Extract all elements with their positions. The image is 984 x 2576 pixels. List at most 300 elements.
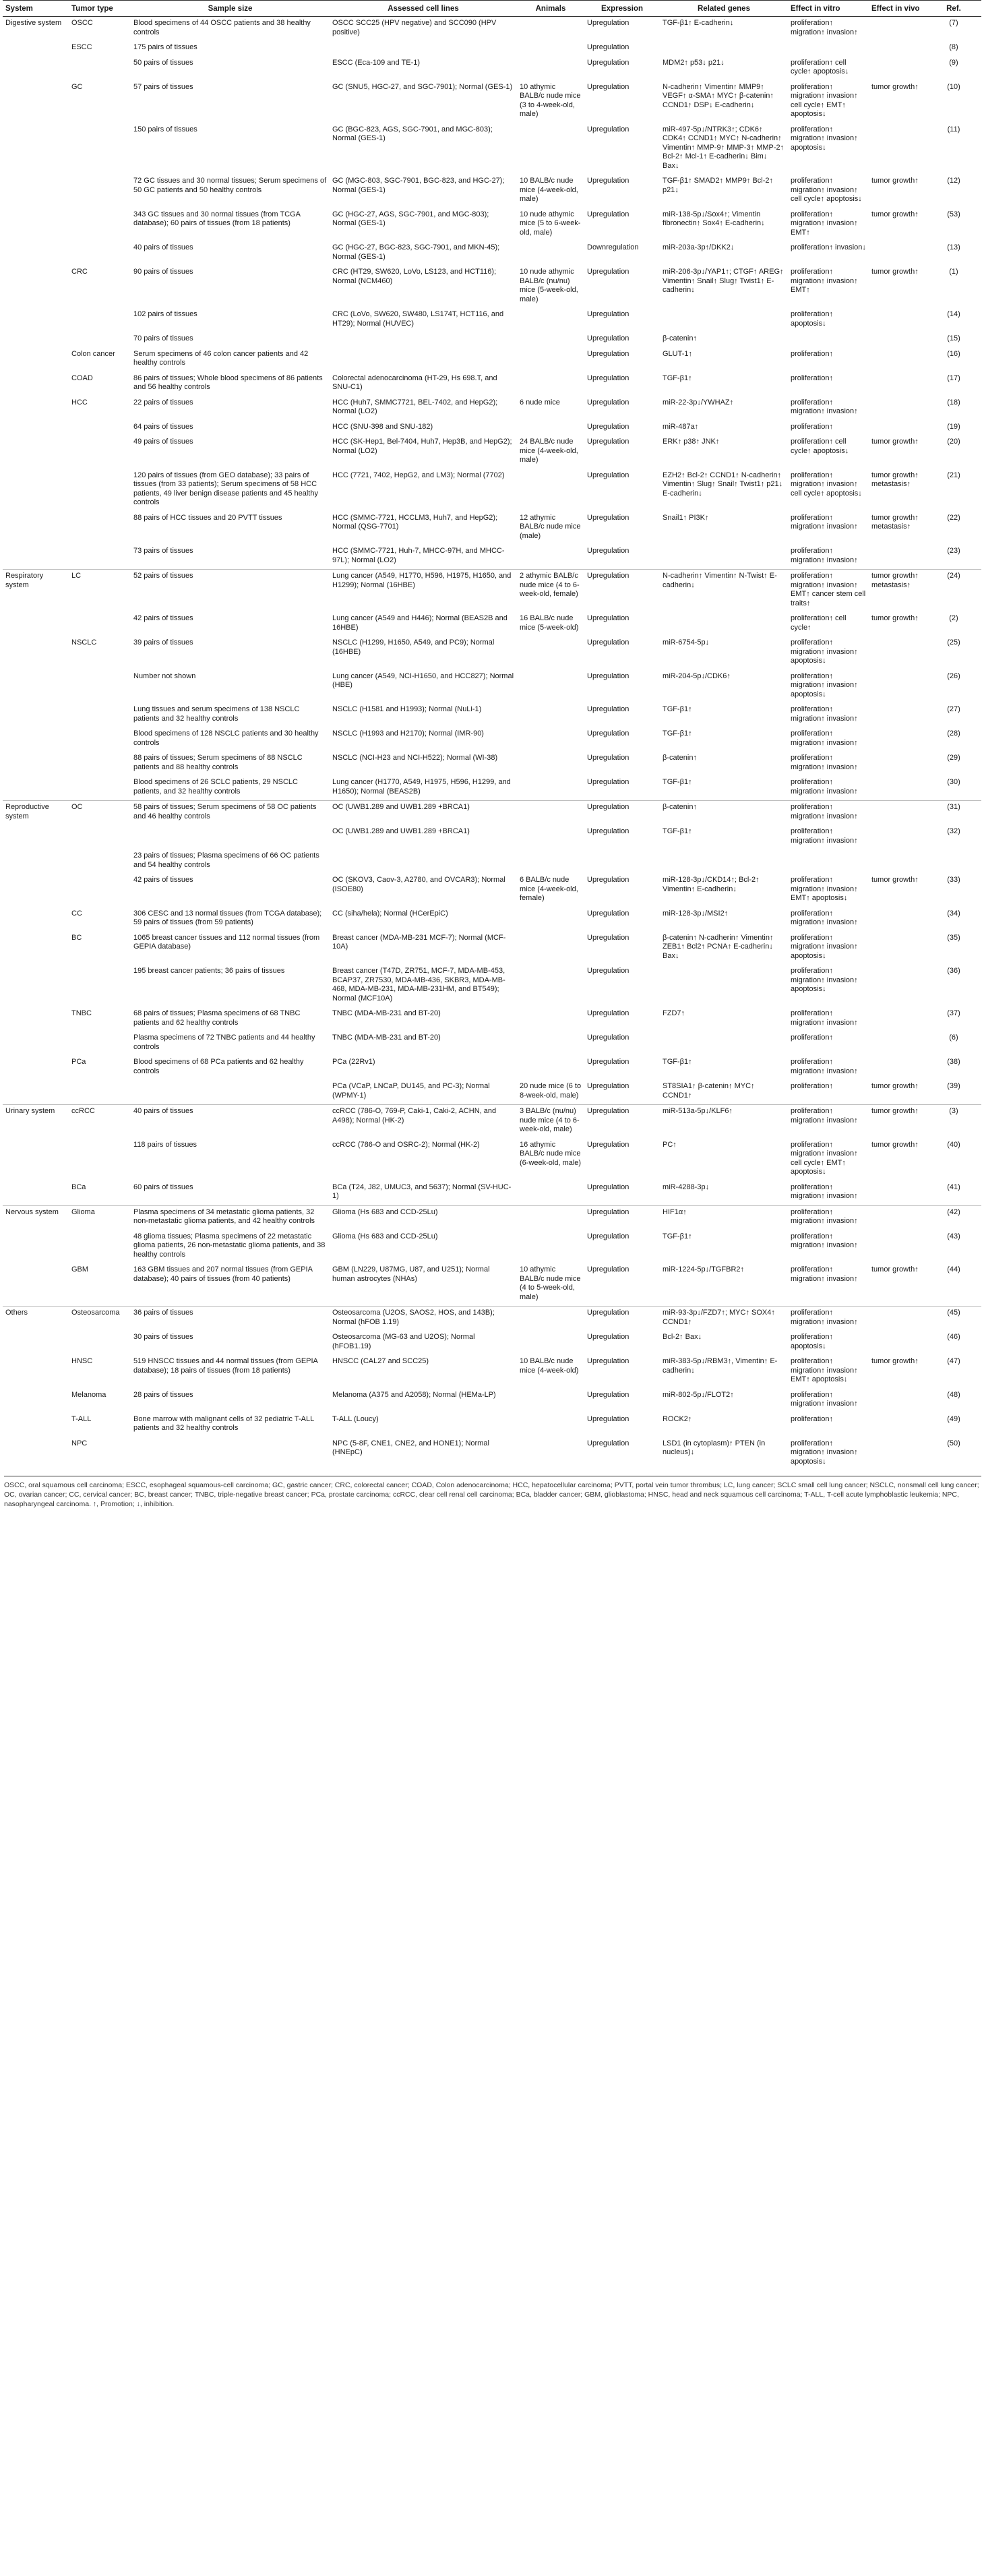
table-row: [3, 1307, 981, 1331]
cell-cell-lines: OSCC SCC25 (HPV negative) and SCC090 (HPV positive): [330, 17, 517, 42]
cell-cell-lines: Lung cancer (A549 and H446); Normal (BEAS2B and 16HBE): [332, 614, 508, 632]
cell-ref: (31): [926, 801, 981, 826]
cell-expression: Upregulation: [587, 310, 629, 318]
cell-expression: Upregulation: [587, 638, 629, 647]
cell-system: Others: [3, 1307, 69, 1331]
table-row: [3, 1413, 981, 1437]
cell-tumor-type: [69, 703, 131, 727]
cell-expression: Upregulation: [587, 754, 629, 762]
cell-related-genes: β-catenin↑: [660, 801, 788, 826]
cell-tumor-type: [69, 332, 131, 348]
table-row: [3, 1031, 981, 1056]
cell-tumor-type: [69, 241, 131, 266]
cell-cell-lines: GC (BGC-823, AGS, SGC-7901, and MGC-803); Normal (GES-1): [332, 125, 493, 142]
table-row: [3, 703, 981, 727]
table-row: [3, 1205, 981, 1230]
cell-expression: Upregulation: [587, 471, 629, 479]
cell-effect-in-vivo: tumor growth↑: [871, 82, 919, 91]
cell-system: [3, 1437, 69, 1471]
cell-effect-in-vitro: [788, 332, 869, 348]
cell-effect-in-vitro: proliferation↑ migration↑ invasion↑: [788, 1105, 869, 1139]
cell-related-genes: β-catenin↑: [663, 334, 697, 342]
cell-effect-in-vivo: [869, 1031, 926, 1056]
cell-related-genes: TGF-β1↑: [663, 705, 692, 713]
cell-effect-in-vitro: proliferation↑ migration↑ invasion↑: [791, 1058, 858, 1075]
cell-tumor-type: [69, 308, 131, 332]
cell-expression: Upregulation: [584, 1307, 660, 1331]
cell-animals: 6 BALB/c nude mice (4-week-old, female): [520, 876, 578, 902]
cell-tumor-type: T-ALL: [71, 1414, 92, 1423]
cell-system: Respiratory system: [3, 570, 69, 613]
cell-ref: (40): [947, 1140, 960, 1149]
table-footnote: OSCC, oral squamous cell carcinoma; ESCC, esophageal squamous-cell carcinoma; GC, gastric cancer; CRC, colorectal cancer; COAD, Colon adenocarcinoma; HCC, hepatocellular carcinoma; PVTT, portal vein tumor thrombus; LC, lung cancer; SCLC small cell lung cancer; NSCLC, nonsmall cell lung cancer; OC, ovarian cancer; CC, cervical cancer; BC, breast cancer; TNBC, triple-negative breast cancer; PCa, prostate carcinoma; ccRCC, clear cell renal cell carcinoma; BCa, bladder cancer; GBM, glioblastoma; HNSC, head and neck squamous cell carcinoma; T-ALL, T-cell acute lymphoblastic leukemia; NPC, nasopharyngeal carcinoma. ↑, Promotion; ↓, inhibition.: [4, 1476, 981, 1509]
cell-effect-in-vivo: [869, 348, 926, 372]
header-effect-in-vitro: Effect in vitro: [788, 1, 869, 17]
cell-effect-in-vitro: proliferation↑ migration↑ invasion↑ cell cycle↑ apoptosis↓: [791, 177, 862, 203]
cell-cell-lines: ccRCC (786-O, 769-P, Caki-1, Caki-2, ACHN, and A498); Normal (HK-2): [330, 1105, 517, 1139]
cell-sample-size: Plasma specimens of 34 metastatic glioma patients, 32 non-metastatic glioma patients, and 42 healthy controls: [131, 1205, 330, 1230]
cell-expression: Upregulation: [587, 1439, 629, 1447]
cell-related-genes: PC↑: [663, 1140, 677, 1149]
cell-cell-lines: HNSCC (CAL27 and SCC25): [332, 1357, 429, 1365]
cell-system: [3, 1056, 69, 1080]
cell-cell-lines: NSCLC (H1299, H1650, A549, and PC9); Normal (16HBE): [332, 638, 495, 656]
cell-related-genes: Snail1↑ PI3K↑: [663, 513, 709, 522]
cell-effect-in-vivo: [869, 776, 926, 801]
cell-ref: (9): [949, 58, 958, 67]
cell-cell-lines: CRC (LoVo, SW620, SW480, LS174T, HCT116, and HT29); Normal (HUVEC): [332, 310, 504, 328]
cell-cell-lines: [330, 332, 517, 348]
cell-tumor-type: [69, 545, 131, 570]
cell-system: [3, 436, 69, 469]
cell-related-genes: TGF-β1↑: [663, 373, 692, 382]
cell-related-genes: TGF-β1↑ SMAD2↑ MMP9↑ Bcl-2↑ p21↓: [663, 177, 774, 194]
cell-sample-size: Blood specimens of 128 NSCLC patients and 30 healthy controls: [133, 729, 319, 747]
cell-ref: (24): [926, 570, 981, 613]
cell-effect-in-vivo: [869, 1437, 926, 1471]
cell-effect-in-vitro: proliferation↑ apoptosis↓: [791, 310, 833, 328]
table-row: [3, 175, 981, 208]
cell-cell-lines: [330, 348, 517, 372]
cell-tumor-type: ESCC: [71, 43, 92, 51]
cell-animals: [517, 670, 584, 704]
cell-tumor-type: [69, 57, 131, 81]
header-tumor-type: Tumor type: [69, 1, 131, 17]
cell-effect-in-vivo: [869, 849, 926, 874]
cell-animals: [517, 308, 584, 332]
cell-animals: [517, 469, 584, 512]
cell-ref: (14): [947, 310, 960, 318]
cell-cell-lines: Glioma (Hs 683 and CCD-25Lu): [330, 1205, 517, 1230]
cell-ref: (3): [926, 1105, 981, 1139]
cell-effect-in-vitro: proliferation↑ migration↑ invasion↑ EMT↑ cancer stem cell traits↑: [788, 570, 869, 613]
table-row: [3, 17, 981, 42]
cell-effect-in-vitro: proliferation↑ migration↑ invasion↑ apoptosis↓: [791, 967, 858, 993]
cell-effect-in-vivo: [869, 752, 926, 776]
cell-related-genes: [660, 41, 788, 57]
cell-related-genes: miR-497-5p↓/NTRK3↑; CDK6↑ CDK4↑ CCND1↑ MYC↑ N-cadherin↑ Vimentin↑ MMP-9↑ MMP-3↑ MMP-2↑ Bcl-2↑ Mcl-1↑ E-cadherin↓ Bim↓ Bax↓: [663, 125, 785, 170]
cell-expression: [584, 849, 660, 874]
cell-animals: [517, 965, 584, 1007]
cell-related-genes: miR-206-3p↓/YAP1↑; CTGF↑ AREG↑ Vimentin↑ Snail↑ Slug↑ Twist1↑ E-cadherin↓: [663, 268, 784, 294]
cell-related-genes: miR-128-3p↓/MSI2↑: [663, 909, 729, 918]
cell-related-genes: miR-487a↑: [663, 422, 699, 431]
table-row: [3, 41, 981, 57]
cell-expression: Upregulation: [587, 398, 629, 407]
cell-expression: Upregulation: [584, 1105, 660, 1139]
cell-system: [3, 123, 69, 175]
cell-tumor-type: COAD: [71, 373, 93, 382]
cell-expression: Upregulation: [587, 933, 629, 942]
cell-cell-lines: OC (SKOV3, Caov-3, A2780, and OVCAR3); Normal (ISOE80): [332, 876, 505, 893]
table-row: [3, 752, 981, 776]
table-row: [3, 545, 981, 570]
cell-ref: (15): [947, 334, 960, 342]
cell-expression: Upregulation: [587, 334, 629, 342]
cell-effect-in-vivo: [869, 1389, 926, 1413]
cell-ref: (12): [947, 177, 960, 185]
table-row: [3, 308, 981, 332]
table-row: [3, 570, 981, 613]
cell-system: [3, 1181, 69, 1206]
cell-tumor-type: NSCLC: [71, 638, 97, 647]
cell-ref: (37): [947, 1009, 960, 1017]
cell-ref: (16): [947, 349, 960, 358]
cell-animals: [517, 907, 584, 932]
cell-sample-size: 90 pairs of tissues: [133, 268, 193, 276]
cell-tumor-type: HCC: [71, 398, 88, 407]
cell-expression: Upregulation: [587, 210, 629, 218]
cell-sample-size: 36 pairs of tissues: [131, 1307, 330, 1331]
cell-effect-in-vivo: [869, 308, 926, 332]
cell-ref: (27): [947, 705, 960, 713]
cell-effect-in-vivo: tumor growth↑: [871, 614, 919, 622]
cell-effect-in-vivo: [869, 1307, 926, 1331]
cell-animals: [517, 752, 584, 776]
cell-cell-lines: OC (UWB1.289 and UWB1.289 +BRCA1): [330, 801, 517, 826]
cell-effect-in-vitro: proliferation↑ migration↑ invasion↑ apoptosis↓: [791, 1439, 858, 1466]
cell-effect-in-vivo: [869, 932, 926, 965]
cell-tumor-type: [69, 965, 131, 1007]
cell-tumor-type: PCa: [71, 1058, 86, 1066]
cell-sample-size: 306 CESC and 13 normal tissues (from TCGA database); 59 pairs of tissues (from 59 patients): [133, 909, 322, 926]
cell-system: [3, 670, 69, 704]
table-row: [3, 332, 981, 348]
cell-effect-in-vivo: [869, 801, 926, 826]
cell-ref: (17): [947, 373, 960, 382]
cell-animals: [517, 1056, 584, 1080]
cell-tumor-type: [69, 1331, 131, 1355]
cell-effect-in-vitro: proliferation↑: [791, 349, 833, 358]
cell-effect-in-vitro: proliferation↑ migration↑ invasion↑ apoptosis↓: [791, 125, 858, 152]
cell-sample-size: 40 pairs of tissues: [133, 243, 193, 251]
cell-animals: [517, 372, 584, 396]
cell-expression: Upregulation: [587, 1140, 629, 1149]
cell-sample-size: 343 GC tissues and 30 normal tissues (from TCGA database); 60 pairs of tissues (from 18 patients): [133, 210, 301, 227]
cell-expression: Upregulation: [584, 570, 660, 613]
cell-tumor-type: TNBC: [71, 1009, 92, 1017]
cell-cell-lines: GC (HGC-27, BGC-823, SGC-7901, and MKN-45); Normal (GES-1): [332, 243, 500, 261]
cell-sample-size: Blood specimens of 26 SCLC patients, 29 NSCLC patients, and 32 healthy controls: [133, 778, 298, 796]
cell-system: [3, 727, 69, 752]
table-row: [3, 1181, 981, 1206]
cell-ref: (28): [947, 729, 960, 738]
cell-sample-size: 68 pairs of tissues; Plasma specimens of 68 TNBC patients and 62 healthy controls: [133, 1009, 301, 1027]
cell-sample-size: 1065 breast cancer tissues and 112 normal tissues (from GEPIA database): [133, 933, 320, 951]
cell-effect-in-vitro: proliferation↑ migration↑ invasion↑: [791, 827, 858, 845]
cell-sample-size: 88 pairs of tissues; Serum specimens of 88 NSCLC patients and 88 healthy controls: [133, 754, 303, 771]
cell-sample-size: Blood specimens of 44 OSCC patients and 38 healthy controls: [131, 17, 330, 42]
cell-related-genes: miR-6754-5p↓: [663, 638, 710, 647]
cell-sample-size: 50 pairs of tissues: [133, 58, 193, 67]
table-row: [3, 241, 981, 266]
cell-related-genes: miR-93-3p↓/FZD7↑; MYC↑ SOX4↑ CCND1↑: [660, 1307, 788, 1331]
cell-sample-size: 519 HNSCC tissues and 44 normal tissues (from GEPIA database); 18 pairs of tissues (from 18 patients): [133, 1357, 318, 1375]
cell-related-genes: [660, 308, 788, 332]
cell-system: [3, 1355, 69, 1389]
table-row: [3, 1389, 981, 1413]
cell-tumor-type: [69, 1031, 131, 1056]
cell-effect-in-vitro: proliferation↑ migration↑ invasion↑: [791, 1232, 858, 1249]
cell-ref: (26): [947, 671, 960, 680]
cell-effect-in-vitro: proliferation↑ migration↑ invasion↑: [791, 729, 858, 747]
cell-expression: Upregulation: [587, 513, 629, 522]
header-system: System: [3, 1, 69, 17]
cell-sample-size: 30 pairs of tissues: [133, 1333, 193, 1341]
cell-animals: [517, 17, 584, 42]
cell-related-genes: TGF-β1↑: [663, 1058, 692, 1066]
cell-related-genes: miR-1224-5p↓/TGFBR2↑: [663, 1265, 745, 1274]
cell-animals: 16 athymic BALB/c nude mice (6-week-old, male): [520, 1140, 582, 1167]
cell-ref: (45): [926, 1307, 981, 1331]
cell-expression: Upregulation: [587, 1182, 629, 1191]
cell-ref: (1): [949, 268, 958, 276]
cell-ref: (6): [949, 1034, 958, 1042]
cell-cell-lines: GC (SNU5, HGC-27, and SGC-7901); Normal (GES-1): [332, 82, 513, 91]
cell-ref: (32): [947, 827, 960, 835]
cell-effect-in-vivo: tumor growth↑: [871, 1082, 919, 1090]
cell-tumor-type: [69, 123, 131, 175]
cell-effect-in-vivo: tumor growth↑ metastasis↑: [871, 471, 919, 488]
cell-effect-in-vivo: [869, 703, 926, 727]
table-row: [3, 1007, 981, 1031]
cell-effect-in-vitro: proliferation↑ migration↑ invasion↑ EMT↑: [791, 210, 858, 237]
cell-related-genes: miR-513a-5p↓/KLF6↑: [660, 1105, 788, 1139]
cell-related-genes: FZD7↑: [663, 1009, 685, 1017]
cell-effect-in-vivo: [869, 1205, 926, 1230]
cell-ref: (43): [947, 1232, 960, 1240]
cell-effect-in-vivo: tumor growth↑: [871, 1140, 919, 1149]
cell-effect-in-vivo: [869, 57, 926, 81]
cell-tumor-type: Glioma: [69, 1205, 131, 1230]
cell-system: [3, 932, 69, 965]
cell-related-genes: ST8SIA1↑ β-catenin↑ MYC↑ CCND1↑: [663, 1082, 755, 1100]
cell-related-genes: [660, 849, 788, 874]
cell-system: Nervous system: [3, 1205, 69, 1230]
cell-cell-lines: Breast cancer (MDA-MB-231 MCF-7); Normal (MCF-10A): [332, 933, 506, 951]
cell-ref: (30): [947, 778, 960, 786]
cell-system: [3, 636, 69, 670]
cell-tumor-type: OC: [69, 801, 131, 826]
cell-ref: (35): [947, 933, 960, 942]
cell-tumor-type: [69, 670, 131, 704]
table-row: [3, 874, 981, 907]
cell-sample-size: 60 pairs of tissues: [133, 1182, 193, 1191]
cell-related-genes: miR-383-5p↓/RBM3↑, Vimentin↑ E-cadherin↓: [663, 1357, 778, 1375]
cell-related-genes: ROCK2↑: [663, 1414, 692, 1423]
cell-effect-in-vitro: [788, 849, 869, 874]
cell-effect-in-vivo: [869, 636, 926, 670]
table-row: [3, 1139, 981, 1181]
cell-tumor-type: [69, 436, 131, 469]
cell-sample-size: 23 pairs of tissues; Plasma specimens of 66 OC patients and 54 healthy controls: [133, 851, 319, 869]
table-row: [3, 512, 981, 545]
cell-animals: [517, 801, 584, 826]
table-row: [3, 436, 981, 469]
cell-tumor-type: HNSC: [71, 1357, 93, 1365]
cell-effect-in-vitro: proliferation↑ invasion↓: [791, 243, 866, 251]
cell-effect-in-vivo: [869, 396, 926, 421]
cell-expression: Upregulation: [587, 125, 629, 133]
cell-related-genes: TGF-β1↑ E-cadherin↓: [660, 17, 788, 42]
cell-animals: 10 BALB/c nude mice (4-week-old, male): [520, 177, 578, 203]
cell-effect-in-vitro: proliferation↑ migration↑ invasion↑: [791, 1182, 858, 1200]
cell-sample-size: Blood specimens of 68 PCa patients and 62 healthy controls: [133, 1058, 304, 1075]
table-row: [3, 825, 981, 849]
cell-effect-in-vitro: proliferation↑ migration↑ invasion↑ apoptosis↓: [791, 933, 858, 960]
cell-system: [3, 1331, 69, 1355]
cell-expression: Downregulation: [587, 243, 639, 251]
cell-cell-lines: OC (UWB1.289 and UWB1.289 +BRCA1): [332, 827, 470, 835]
cell-cell-lines: NSCLC (H1993 and H2170); Normal (IMR-90): [332, 729, 484, 738]
cell-tumor-type: OSCC: [69, 17, 131, 42]
cell-tumor-type: LC: [69, 570, 131, 613]
cell-cell-lines: Osteosarcoma (U2OS, SAOS2, HOS, and 143B); Normal (hFOB 1.19): [330, 1307, 517, 1331]
cell-ref: (38): [947, 1058, 960, 1066]
cell-system: [3, 965, 69, 1007]
table-row: [3, 348, 981, 372]
table-row: [3, 1080, 981, 1105]
cell-ref: (47): [947, 1357, 960, 1365]
cell-tumor-type: Colon cancer: [71, 349, 115, 358]
cell-animals: [517, 1007, 584, 1031]
cell-tumor-type: [69, 1230, 131, 1264]
cell-sample-size: 52 pairs of tissues: [131, 570, 330, 613]
cell-ref: (33): [947, 876, 960, 884]
cell-effect-in-vitro: proliferation↑: [791, 373, 833, 382]
cell-animals: [517, 1389, 584, 1413]
cell-system: [3, 208, 69, 242]
cell-system: [3, 348, 69, 372]
cell-related-genes: β-catenin↑: [663, 754, 697, 762]
cell-expression: Upregulation: [587, 373, 629, 382]
cell-expression: Upregulation: [587, 671, 629, 680]
cell-effect-in-vitro: proliferation↑ migration↑ invasion↑ cell cycle↑ apoptosis↓: [791, 471, 862, 498]
cell-tumor-type: [69, 175, 131, 208]
data-table: [3, 0, 981, 1470]
cell-related-genes: miR-22-3p↓/YWHAZ↑: [663, 398, 734, 407]
cell-cell-lines: ESCC (Eca-109 and TE-1): [332, 58, 421, 67]
cell-related-genes: TGF-β1↑: [663, 1232, 692, 1240]
cell-cell-lines: GC (HGC-27, AGS, SGC-7901, and MGC-803); Normal (GES-1): [332, 210, 489, 227]
table-row: [3, 123, 981, 175]
header-sample-size: Sample size: [131, 1, 330, 17]
cell-system: [3, 1080, 69, 1105]
cell-animals: 16 BALB/c nude mice (5-week-old): [520, 614, 579, 632]
cell-expression: Upregulation: [587, 1333, 629, 1341]
cell-cell-lines: GBM (LN229, U87MG, U87, and U251); Normal human astrocytes (NHAs): [332, 1265, 490, 1283]
cell-ref: (22): [947, 513, 960, 522]
cell-animals: 10 athymic BALB/c nude mice (3 to 4-week-old, male): [520, 82, 581, 118]
cell-system: Urinary system: [3, 1105, 69, 1139]
cell-effect-in-vivo: tumor growth↑: [869, 1105, 926, 1139]
cell-sample-size: 195 breast cancer patients; 36 pairs of tissues: [133, 967, 285, 975]
cell-effect-in-vitro: proliferation↑ migration↑ invasion↑: [791, 513, 858, 531]
cell-system: [3, 874, 69, 907]
cell-cell-lines: Melanoma (A375 and A2058); Normal (HEMa-LP): [332, 1390, 496, 1399]
cell-sample-size: Serum specimens of 46 colon cancer patients and 42 healthy controls: [133, 349, 309, 367]
cell-ref: (41): [947, 1182, 960, 1191]
cell-expression: Upregulation: [587, 827, 629, 835]
cell-tumor-type: [69, 776, 131, 801]
cell-expression: Upregulation: [587, 438, 629, 446]
cell-cell-lines: TNBC (MDA-MB-231 and BT-20): [332, 1009, 441, 1017]
cell-expression: Upregulation: [587, 1009, 629, 1017]
cell-effect-in-vivo: [869, 907, 926, 932]
cell-ref: (11): [947, 125, 960, 133]
cell-ref: (18): [947, 398, 960, 407]
cell-ref: (13): [947, 243, 960, 251]
table-row: [3, 776, 981, 801]
cell-ref: (19): [947, 422, 960, 431]
cell-sample-size: 42 pairs of tissues: [133, 876, 193, 884]
cell-expression: Upregulation: [587, 1390, 629, 1399]
cell-expression: Upregulation: [587, 1357, 629, 1365]
table-row: [3, 849, 981, 874]
cell-effect-in-vitro: proliferation↑ cell cycle↑ apoptosis↓: [791, 58, 849, 76]
cell-animals: [517, 825, 584, 849]
table-row: [3, 1355, 981, 1389]
cell-animals: [517, 932, 584, 965]
cell-ref: (8): [949, 43, 958, 51]
cell-ref: (23): [947, 547, 960, 555]
cell-cell-lines: Glioma (Hs 683 and CCD-25Lu): [332, 1232, 438, 1240]
cell-effect-in-vivo: [869, 421, 926, 436]
cell-related-genes: [660, 545, 788, 570]
cell-cell-lines: Lung cancer (A549, NCI-H1650, and HCC827); Normal (HBE): [332, 671, 514, 689]
cell-animals: [517, 332, 584, 348]
cell-ref: (49): [947, 1414, 960, 1423]
cell-animals: [517, 703, 584, 727]
cell-effect-in-vivo: [869, 1230, 926, 1264]
cell-expression: Upregulation: [587, 1414, 629, 1423]
cell-animals: [517, 57, 584, 81]
cell-sample-size: 39 pairs of tissues: [133, 638, 193, 647]
cell-system: Digestive system: [3, 17, 69, 42]
cell-effect-in-vivo: [869, 825, 926, 849]
cell-effect-in-vivo: [869, 1413, 926, 1437]
cell-tumor-type: BCa: [71, 1182, 86, 1191]
cell-effect-in-vivo: [869, 965, 926, 1007]
cell-ref: (2): [949, 614, 958, 622]
cell-animals: [517, 776, 584, 801]
cell-ref: (36): [947, 967, 960, 975]
cell-expression: Upregulation: [587, 729, 629, 738]
cell-cell-lines: BCa (T24, J82, UMUC3, and 5637); Normal (SV-HUC-1): [332, 1182, 512, 1200]
cell-animals: 3 BALB/c (nu/nu) nude mice (4 to 6-week-old, male): [517, 1105, 584, 1139]
cell-ref: (10): [947, 82, 960, 91]
cell-effect-in-vivo: tumor growth↑ metastasis↑: [869, 570, 926, 613]
